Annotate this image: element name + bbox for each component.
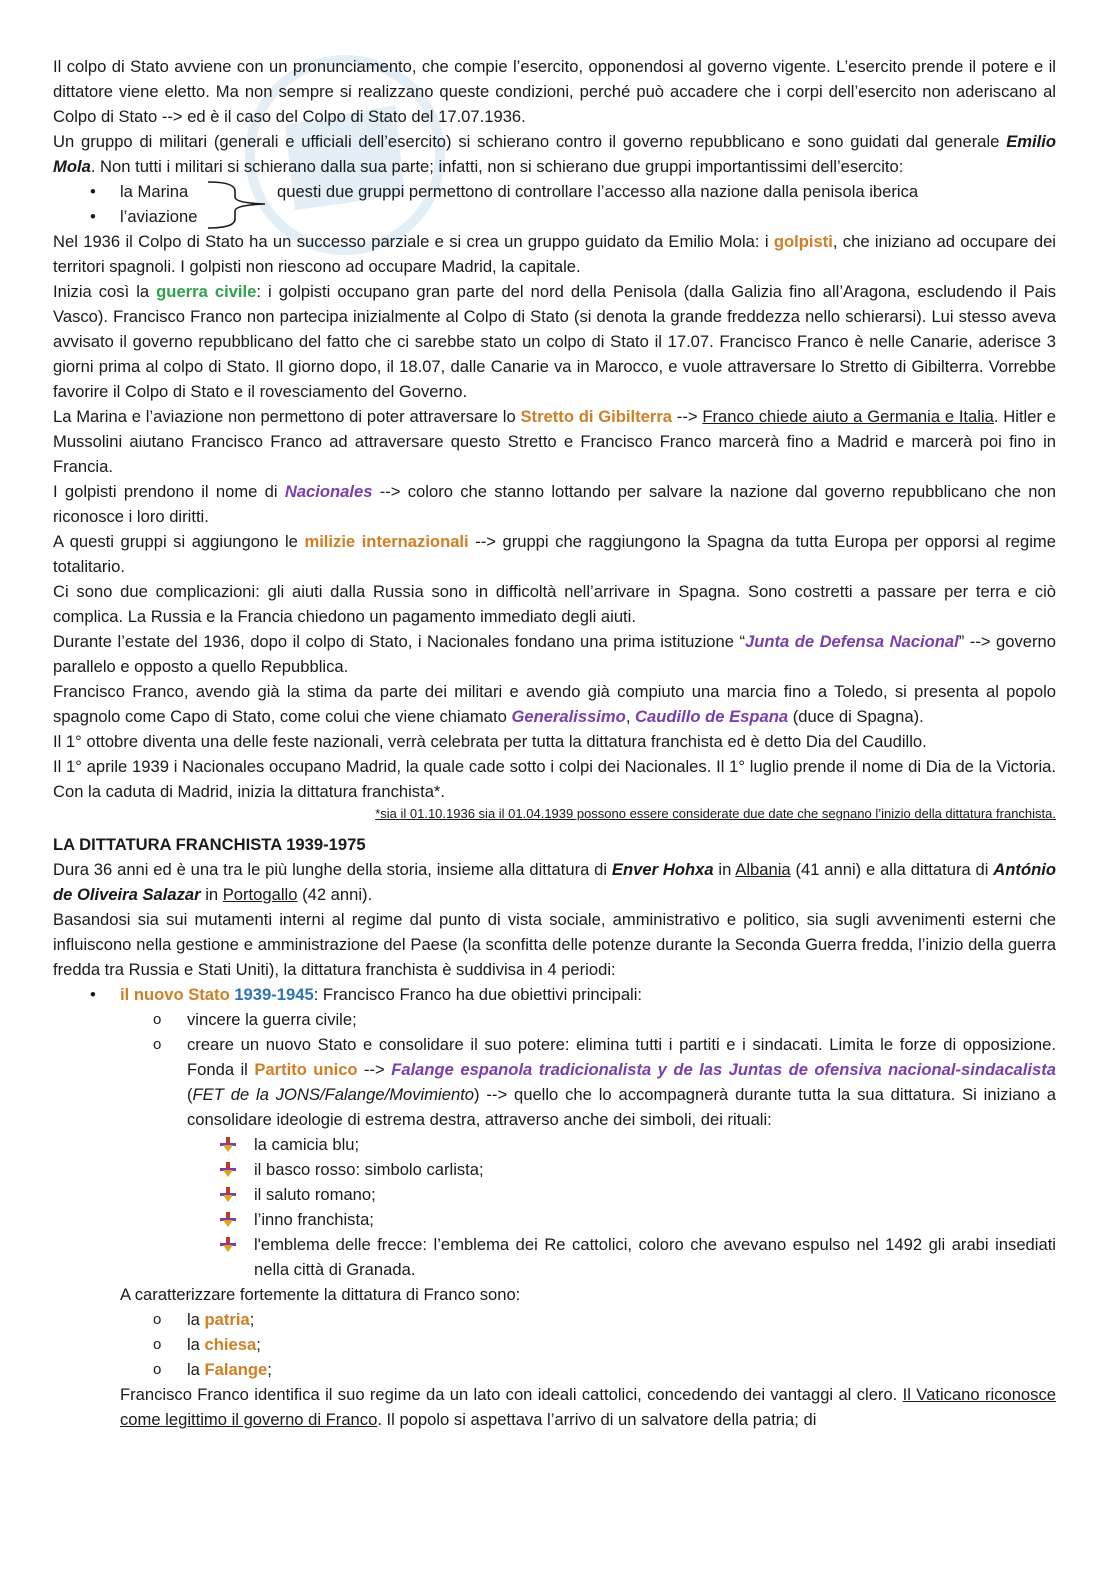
symbol-text: l’inno franchista;: [254, 1210, 374, 1229]
paragraph-durata: [53, 857, 1056, 907]
text: Il 1° aprile 1939 i Nacionales occupano Madrid, la quale cade sotto i colpi dei Nacionales. Il 1° luglio prende il nome di Dia de la Victoria. Con la caduta di Madrid, inizia la dittatura franchista*.: [53, 757, 1056, 801]
paragraph-complicazioni: [53, 579, 1056, 629]
circle-bullet-icon: o: [153, 1036, 162, 1053]
text: (42 anni).: [297, 885, 373, 904]
paragraph-guerra-civile: [53, 279, 1056, 404]
underlined-albania: Albania: [735, 860, 791, 879]
text: Il colpo di Stato avviene con un pronunciamento, che compie l’esercito, opponendosi al governo vigente. L’esercito prende il potere e il dittatore viene eletto. Ma non sempre si realizzano queste condizioni, perché può accadere che i corpi dell’esercito non aderiscano al Colpo di Stato --> ed è il caso del Colpo di Stato del 17.07.1936.: [53, 57, 1056, 126]
text: ,: [625, 707, 636, 726]
paragraph-golpisti: [53, 229, 1056, 279]
pillar-label: patria: [204, 1310, 250, 1329]
paragraph-vaticano: [53, 1382, 1056, 1432]
name-salazar: António de Oliveira Salazar: [53, 860, 1056, 904]
list-item: [53, 204, 1056, 229]
text: (41 anni) e alla dittatura di: [790, 860, 994, 879]
text: Dura 36 anni ed è una tra le più lunghe della storia, insieme alla dittatura di: [53, 860, 612, 879]
text: --> gruppi che raggiungono la Spagna da tutta Europa per opporsi al regime totalitario.: [53, 532, 1056, 576]
list-item-objective: [53, 1007, 1056, 1032]
section-heading: LA DITTATURA FRANCHISTA 1939-1975: [53, 835, 366, 854]
text: ;: [249, 1310, 255, 1329]
period-years: 1939-1945: [234, 985, 314, 1004]
text: -->: [357, 1060, 392, 1079]
pillar-label: chiesa: [204, 1335, 257, 1354]
text: : i golpisti occupano gran parte del nord della Penisola (dalla Galizia fino all’Aragona, escludendo il Pais Vasco). Francisco Franco non partecipa inizialmente al Colpo di Stato (si denota la grande freddezza nello schierarsi). Lui stesso aveva avvisato il governo repubblicano del fatto che ci sarebbe stato un colpo di Stato il 17.07. Francisco Franco è nelle Canarie, aderisce 3 giorni prima al colpo di Stato. Il giorno dopo, il 18.07, dalle Canarie va in Marocco, e vuole attraversare lo Stretto di Gibilterra. Vorrebbe favorire il Colpo di Stato e il rovesciamento del Governo.: [53, 282, 1056, 401]
paragraph-nacionales: [53, 479, 1056, 529]
text: la: [187, 1360, 205, 1379]
circle-bullet-icon: o: [153, 1011, 162, 1028]
symbols-list: [53, 1132, 1056, 1282]
highlight-junta: Junta de Defensa Nacional: [744, 632, 959, 651]
text: Nel 1936 il Colpo di Stato ha un successo parziale e si crea un gruppo guidato da Emilio Mola: i: [53, 232, 774, 251]
text: , che iniziano ad occupare dei territori spagnoli. I golpisti non riescono ad occupare Madrid, la capitale.: [53, 232, 1056, 276]
highlight-partito-unico: Partito unico: [254, 1060, 358, 1079]
text: in: [713, 860, 736, 879]
text: : Francisco Franco ha due obiettivi principali:: [313, 985, 643, 1004]
text: . Non tutti i militari si schierano dalla sua parte; infatti, non si schierano due gruppi importantissimi dell’esercito:: [90, 157, 904, 176]
brace-note: questi due gruppi permettono di controllare l’accesso alla nazione dalla penisola iberica: [277, 182, 919, 201]
underlined-text: Franco chiede aiuto a Germania e Italia: [702, 407, 994, 426]
text: ;: [267, 1360, 272, 1379]
name-emilio-mola: Emilio Mola: [53, 132, 1056, 176]
list-item-symbol: [53, 1132, 1056, 1157]
text: Un gruppo di militari (generali e ufficiali dell’esercito) si schierano contro il governo repubblicano e sono guidati dal generale: [53, 132, 1007, 151]
text: ” --> governo parallelo e opposto a quello Repubblica.: [53, 632, 1056, 676]
paragraph-generalissimo: [53, 679, 1056, 729]
text: . Il popolo si aspettava l’arrivo di un salvatore della patria; di: [377, 1410, 817, 1429]
highlight-caudillo: Caudillo de Espana: [635, 707, 789, 726]
document-page: [53, 54, 1056, 1432]
text: Francisco Franco identifica il suo regime da un lato con ideali cattolici, concedendo dei vantaggi al clero.: [120, 1385, 903, 1404]
circle-bullet-icon: o: [153, 1311, 162, 1328]
list-item: [53, 179, 1056, 204]
objectives-list: [53, 1007, 1056, 1132]
text: La Marina e l’aviazione non permettono di poter attraversare lo: [53, 407, 521, 426]
symbol-text: il saluto romano;: [254, 1185, 376, 1204]
text: creare un nuovo Stato e consolidare il suo potere: elimina tutti i partiti e i sindacati. Limita le forze di opposizione. Fonda il: [187, 1035, 1056, 1079]
symbol-text: il basco rosso: simbolo carlista;: [254, 1160, 484, 1179]
text: A questi gruppi si aggiungono le: [53, 532, 305, 551]
text: Il 1° ottobre diventa una delle feste nazionali, verrà celebrata per tutta la dittatura franchista ed è detto Dia del Caudillo.: [53, 732, 927, 751]
fet-acronym: FET de la JONS/Falange/Movimiento: [192, 1085, 475, 1104]
text: la: [187, 1335, 205, 1354]
text: (: [187, 1085, 193, 1104]
list-item-symbol: [53, 1182, 1056, 1207]
highlight-golpisti: golpisti: [773, 232, 833, 251]
text: Ci sono due complicazioni: gli aiuti dalla Russia sono in difficoltà nell’arrivare in Spagna. Sono costretti a passare per terra e ciò complica. La Russia e la Francia chiedono un pagamento immediato degli aiuti.: [53, 582, 1056, 626]
paragraph-milizie: [53, 529, 1056, 579]
text: (duce di Spagna).: [788, 707, 924, 726]
list-item-pillar: [53, 1332, 1056, 1357]
text: vincere la guerra civile;: [187, 1010, 357, 1029]
text: Francisco Franco, avendo già la stima da parte dei militari e avendo già compiuto una marcia fino a Toledo, si presenta al popolo spagnolo come Capo di Stato, come colui che viene chiamato: [53, 682, 1056, 726]
highlight-guerra-civile: guerra civile: [156, 282, 257, 301]
circle-bullet-icon: o: [153, 1361, 162, 1378]
name-enver-hohxa: Enver Hohxa: [611, 860, 714, 879]
highlight-falange-name: Falange espanola tradicionalista y de las Juntas de ofensiva nacional-sindacalista: [391, 1060, 1056, 1079]
bullet-icon: •: [90, 207, 96, 226]
list-marina-aviazione: [53, 179, 1056, 229]
pillars-list: [53, 1307, 1056, 1382]
list-item-objective: [53, 1032, 1056, 1132]
period-label: il nuovo Stato: [120, 985, 230, 1004]
list-item-symbol: [53, 1207, 1056, 1232]
highlight-nacionales: Nacionales: [284, 482, 373, 501]
circle-bullet-icon: o: [153, 1336, 162, 1353]
paragraph-militari: [53, 129, 1056, 179]
paragraph-intro: [53, 54, 1056, 129]
list-item-label: l’aviazione: [120, 207, 198, 226]
paragraph-aprile: [53, 754, 1056, 804]
text: la: [187, 1310, 205, 1329]
text: Basandosi sia sui mutamenti interni al regime dal punto di vista sociale, amministrativo e politico, sia sugli avvenimenti esterni che influiscono nella gestione e amministrazione del Paese (la sconfitta delle potenze durante la Seconda Guerra fredda, l’inizio della guerra fredda tra Russia e Stati Uniti), la dittatura franchista è suddivisa in 4 periodi:: [53, 910, 1056, 979]
list-item-pillar: [53, 1357, 1056, 1382]
underlined-portogallo: Portogallo: [222, 885, 298, 904]
bullet-icon: •: [90, 985, 96, 1004]
arrow-down-icon: [220, 1212, 236, 1228]
list-item-symbol: [53, 1157, 1056, 1182]
symbol-text: l'emblema delle frecce: l’emblema dei Re cattolici, coloro che avevano espulso nel 1492 gli arabi insediati nella città di Granada.: [254, 1235, 1056, 1279]
bullet-icon: •: [90, 182, 96, 201]
list-item-symbol: [53, 1232, 1056, 1282]
footnote: [53, 804, 1056, 824]
pillar-label: Falange: [204, 1360, 268, 1379]
highlight-milizie: milizie internazionali: [304, 532, 469, 551]
arrow-down-icon: [220, 1137, 236, 1153]
arrow-down-icon: [220, 1187, 236, 1203]
text: Inizia così la: [53, 282, 157, 301]
text: ;: [256, 1335, 261, 1354]
text: . Hitler e Mussolini aiutano Francisco Franco ad attraversare questo Stretto e Francisco Franco marcerà fino a Madrid e marcerà poi fino in Francia.: [53, 407, 1057, 476]
paragraph-caratterizzare: [53, 1282, 1056, 1307]
paragraph-periodi: [53, 907, 1056, 982]
text: ) --> quello che lo accompagnerà durante tutta la sua dittatura. Si iniziano a consolidare ideologie di estrema destra, attraverso anche dei simboli, dei rituali:: [187, 1085, 1056, 1129]
periods-list: [53, 982, 1056, 1007]
arrow-down-icon: [220, 1162, 236, 1178]
paragraph-ottobre: [53, 729, 1056, 754]
list-item-period-1: [53, 982, 1056, 1007]
text: A caratterizzare fortemente la dittatura di Franco sono:: [120, 1285, 521, 1304]
paragraph-stretto: [53, 404, 1056, 479]
footnote-text: *sia il 01.10.1936 sia il 01.04.1939 possono essere considerate due date che segnano l’inizio della dittatura franchista.: [375, 806, 1056, 821]
text: in: [200, 885, 223, 904]
text: -->: [672, 407, 703, 426]
text: --> coloro che stanno lottando per salvare la nazione dal governo repubblicano che non riconosce i loro diritti.: [53, 482, 1056, 526]
arrow-down-icon: [220, 1237, 236, 1253]
highlight-generalissimo: Generalissimo: [511, 707, 626, 726]
paragraph-junta: [53, 629, 1056, 679]
underlined-vaticano: Il Vaticano riconosce come legittimo il governo di Franco: [120, 1385, 1056, 1429]
list-item-pillar: [53, 1307, 1056, 1332]
text: I golpisti prendono il nome di: [53, 482, 285, 501]
symbol-text: la camicia blu;: [254, 1135, 360, 1154]
list-item-label: la Marina: [120, 182, 189, 201]
highlight-stretto: Stretto di Gibilterra: [520, 407, 673, 426]
brace-icon: [205, 179, 277, 231]
text: Durante l’estate del 1936, dopo il colpo di Stato, i Nacionales fondano una prima istituzione “: [53, 632, 745, 651]
